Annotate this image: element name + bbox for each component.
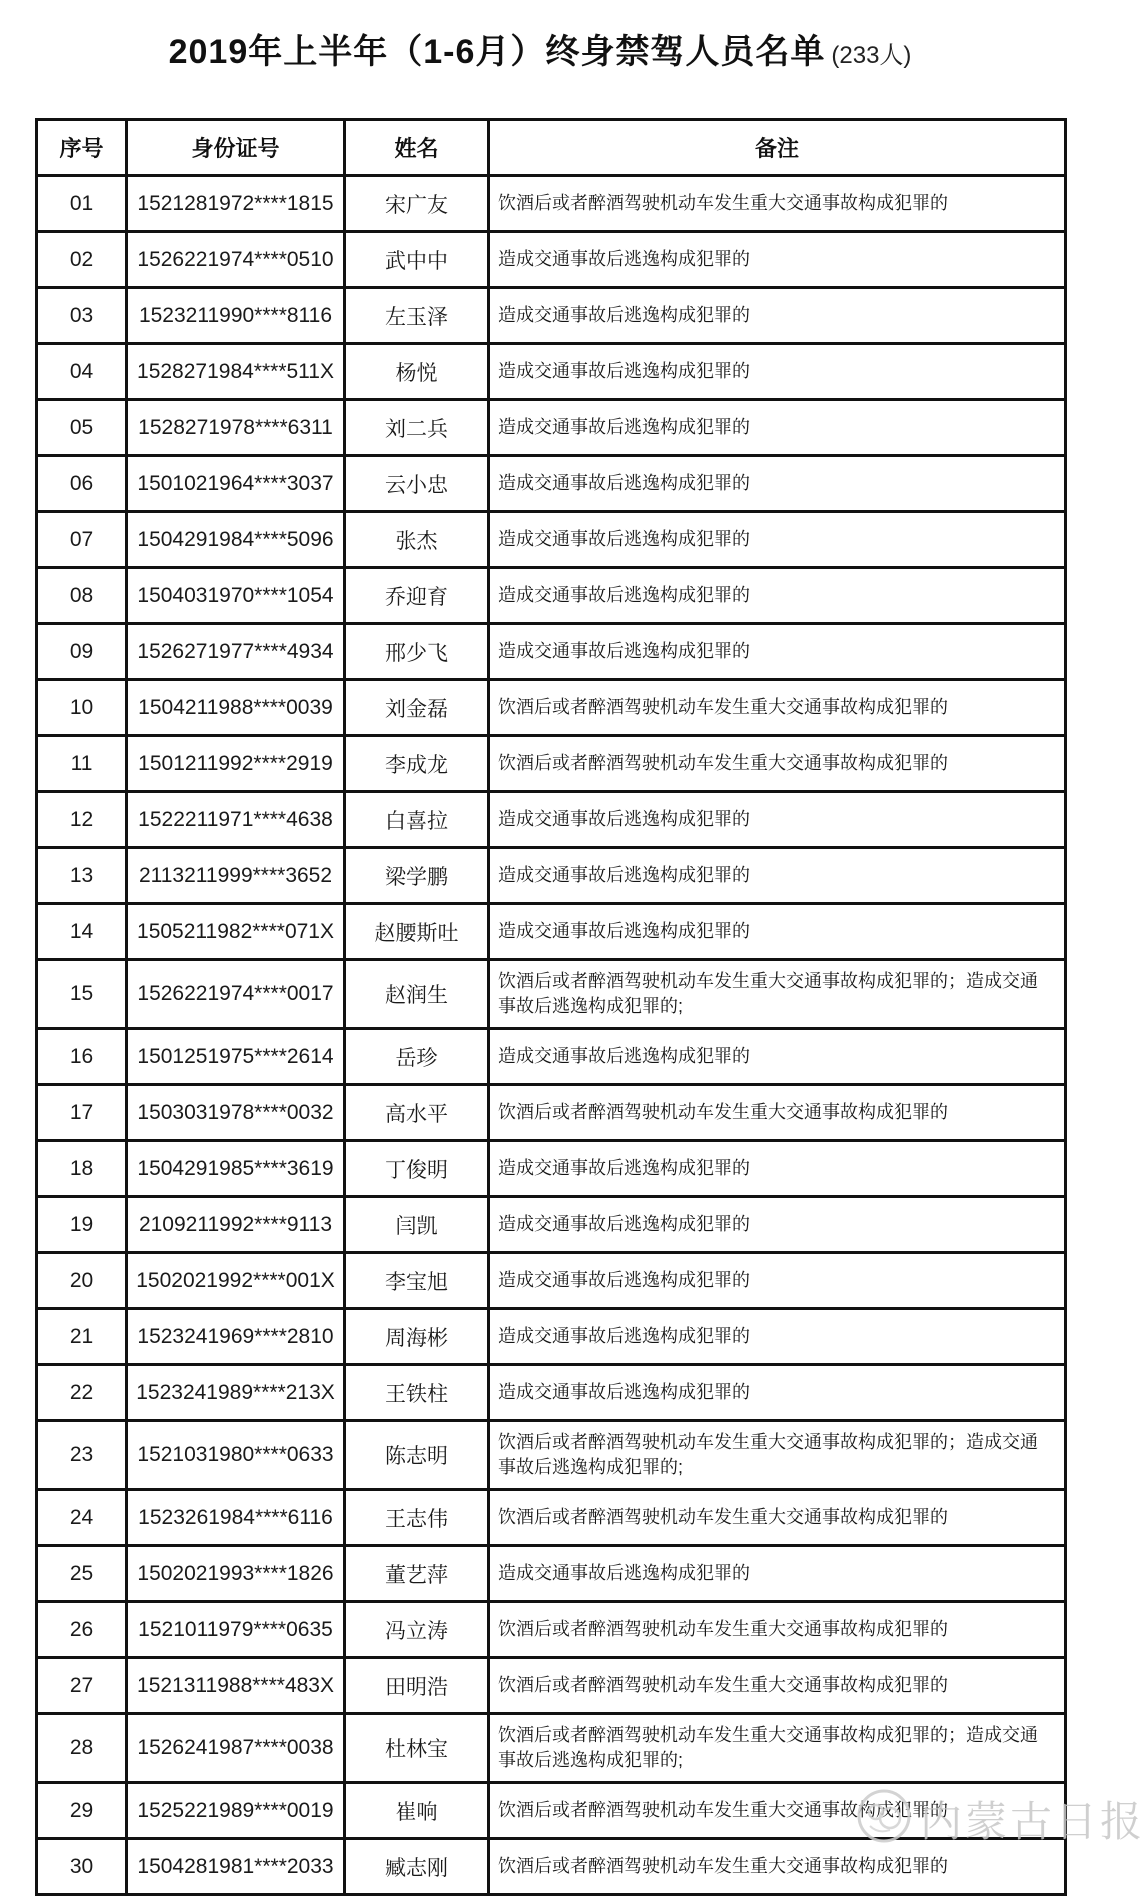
table-row <box>37 1365 1066 1421</box>
cell-id: 1523241989****213X <box>127 1365 345 1421</box>
cell-no: 16 <box>37 1029 127 1085</box>
header-remark: 备注 <box>489 120 1066 176</box>
cell-no: 01 <box>37 176 127 232</box>
cell-remark: 造成交通事故后逃逸构成犯罪的 <box>489 624 1066 680</box>
cell-name: 王铁柱 <box>345 1365 489 1421</box>
cell-remark: 造成交通事故后逃逸构成犯罪的 <box>489 792 1066 848</box>
cell-no: 17 <box>37 1085 127 1141</box>
table-row <box>37 344 1066 400</box>
cell-no: 11 <box>37 736 127 792</box>
cell-remark: 饮酒后或者醉酒驾驶机动车发生重大交通事故构成犯罪的 <box>489 1490 1066 1546</box>
cell-name: 云小忠 <box>345 456 489 512</box>
cell-remark: 造成交通事故后逃逸构成犯罪的 <box>489 1365 1066 1421</box>
cell-name: 张杰 <box>345 512 489 568</box>
cell-remark: 造成交通事故后逃逸构成犯罪的 <box>489 848 1066 904</box>
table-row <box>37 288 1066 344</box>
cell-name: 梁学鹏 <box>345 848 489 904</box>
cell-id: 1504291984****5096 <box>127 512 345 568</box>
header-id-number: 身份证号 <box>127 120 345 176</box>
cell-no: 03 <box>37 288 127 344</box>
cell-name: 李成龙 <box>345 736 489 792</box>
cell-id: 1521011979****0635 <box>127 1602 345 1658</box>
cell-remark: 造成交通事故后逃逸构成犯罪的 <box>489 1029 1066 1085</box>
cell-no: 25 <box>37 1546 127 1602</box>
table-row <box>37 1546 1066 1602</box>
cell-no: 29 <box>37 1783 127 1839</box>
cell-remark: 饮酒后或者醉酒驾驶机动车发生重大交通事故构成犯罪的 <box>489 176 1066 232</box>
table-row <box>37 960 1066 1029</box>
table-row <box>37 176 1066 232</box>
cell-remark: 饮酒后或者醉酒驾驶机动车发生重大交通事故构成犯罪的 <box>489 680 1066 736</box>
cell-no: 20 <box>37 1253 127 1309</box>
cell-remark: 造成交通事故后逃逸构成犯罪的 <box>489 1546 1066 1602</box>
cell-name: 乔迎育 <box>345 568 489 624</box>
cell-name: 邢少飞 <box>345 624 489 680</box>
cell-name: 杨悦 <box>345 344 489 400</box>
cell-name: 左玉泽 <box>345 288 489 344</box>
cell-no: 05 <box>37 400 127 456</box>
cell-remark: 造成交通事故后逃逸构成犯罪的 <box>489 232 1066 288</box>
cell-remark: 饮酒后或者醉酒驾驶机动车发生重大交通事故构成犯罪的 <box>489 1085 1066 1141</box>
cell-name: 董艺萍 <box>345 1546 489 1602</box>
cell-id: 1526221974****0510 <box>127 232 345 288</box>
cell-remark: 饮酒后或者醉酒驾驶机动车发生重大交通事故构成犯罪的 <box>489 736 1066 792</box>
cell-name: 杜林宝 <box>345 1714 489 1783</box>
cell-name: 刘金磊 <box>345 680 489 736</box>
cell-no: 10 <box>37 680 127 736</box>
cell-id: 1526241987****0038 <box>127 1714 345 1783</box>
cell-no: 18 <box>37 1141 127 1197</box>
cell-no: 07 <box>37 512 127 568</box>
cell-id: 1502021992****001X <box>127 1253 345 1309</box>
cell-remark: 饮酒后或者醉酒驾驶机动车发生重大交通事故构成犯罪的 <box>489 1839 1066 1895</box>
cell-name: 陈志明 <box>345 1421 489 1490</box>
cell-id: 1523241969****2810 <box>127 1309 345 1365</box>
cell-no: 23 <box>37 1421 127 1490</box>
table-row <box>37 1253 1066 1309</box>
table-row <box>37 1197 1066 1253</box>
cell-remark: 造成交通事故后逃逸构成犯罪的 <box>489 512 1066 568</box>
header-name: 姓名 <box>345 120 489 176</box>
table-row <box>37 848 1066 904</box>
cell-remark: 造成交通事故后逃逸构成犯罪的 <box>489 1141 1066 1197</box>
table-row <box>37 1029 1066 1085</box>
cell-no: 08 <box>37 568 127 624</box>
cell-id: 1502021993****1826 <box>127 1546 345 1602</box>
cell-no: 27 <box>37 1658 127 1714</box>
cell-remark: 饮酒后或者醉酒驾驶机动车发生重大交通事故构成犯罪的；造成交通事故后逃逸构成犯罪的; <box>489 1714 1066 1783</box>
cell-name: 宋广友 <box>345 176 489 232</box>
table-row <box>37 456 1066 512</box>
cell-id: 1504291985****3619 <box>127 1141 345 1197</box>
table-row <box>37 1658 1066 1714</box>
table-row <box>37 792 1066 848</box>
cell-id: 1503031978****0032 <box>127 1085 345 1141</box>
table-row <box>37 1490 1066 1546</box>
cell-name: 闫凯 <box>345 1197 489 1253</box>
table-row <box>37 1085 1066 1141</box>
cell-id: 1526271977****4934 <box>127 624 345 680</box>
cell-no: 21 <box>37 1309 127 1365</box>
cell-remark: 造成交通事故后逃逸构成犯罪的 <box>489 1197 1066 1253</box>
cell-id: 1523261984****6116 <box>127 1490 345 1546</box>
cell-name: 刘二兵 <box>345 400 489 456</box>
watermark-source-text: 内蒙古日报 <box>920 1797 1145 1845</box>
cell-name: 冯立涛 <box>345 1602 489 1658</box>
cell-no: 24 <box>37 1490 127 1546</box>
page-title-count: (233人) <box>831 42 912 69</box>
cell-remark: 造成交通事故后逃逸构成犯罪的 <box>489 904 1066 960</box>
cell-remark: 造成交通事故后逃逸构成犯罪的 <box>489 288 1066 344</box>
cell-no: 22 <box>37 1365 127 1421</box>
cell-remark: 造成交通事故后逃逸构成犯罪的 <box>489 568 1066 624</box>
cell-id: 1525221989****0019 <box>127 1783 345 1839</box>
cell-no: 13 <box>37 848 127 904</box>
cell-id: 1501211992****2919 <box>127 736 345 792</box>
cell-no: 04 <box>37 344 127 400</box>
cell-remark: 造成交通事故后逃逸构成犯罪的 <box>489 456 1066 512</box>
cell-name: 白喜拉 <box>345 792 489 848</box>
cell-remark: 造成交通事故后逃逸构成犯罪的 <box>489 1309 1066 1365</box>
table-row <box>37 512 1066 568</box>
cell-name: 高水平 <box>345 1085 489 1141</box>
cell-name: 武中中 <box>345 232 489 288</box>
cell-name: 周海彬 <box>345 1309 489 1365</box>
cell-no: 19 <box>37 1197 127 1253</box>
cell-id: 1501251975****2614 <box>127 1029 345 1085</box>
table-row <box>37 1141 1066 1197</box>
table-header-row <box>37 120 1066 176</box>
cell-id: 1528271978****6311 <box>127 400 345 456</box>
cell-id: 2113211999****3652 <box>127 848 345 904</box>
cell-id: 1521281972****1815 <box>127 176 345 232</box>
cell-no: 02 <box>37 232 127 288</box>
cell-remark: 饮酒后或者醉酒驾驶机动车发生重大交通事故构成犯罪的；造成交通事故后逃逸构成犯罪的; <box>489 1421 1066 1490</box>
cell-name: 岳珍 <box>345 1029 489 1085</box>
header-no: 序号 <box>37 120 127 176</box>
cell-id: 1522211971****4638 <box>127 792 345 848</box>
table-row <box>37 1602 1066 1658</box>
table-row <box>37 232 1066 288</box>
cell-id: 1521031980****0633 <box>127 1421 345 1490</box>
cell-id: 1528271984****511X <box>127 344 345 400</box>
cell-no: 14 <box>37 904 127 960</box>
table-row <box>37 1839 1066 1895</box>
cell-id: 1501021964****3037 <box>127 456 345 512</box>
cell-no: 28 <box>37 1714 127 1783</box>
cell-name: 崔响 <box>345 1783 489 1839</box>
cell-remark: 饮酒后或者醉酒驾驶机动车发生重大交通事故构成犯罪的 <box>489 1602 1066 1658</box>
cell-remark: 饮酒后或者醉酒驾驶机动车发生重大交通事故构成犯罪的 <box>489 1783 1066 1839</box>
cell-no: 12 <box>37 792 127 848</box>
cell-id: 1523211990****8116 <box>127 288 345 344</box>
cell-name: 臧志刚 <box>345 1839 489 1895</box>
cell-id: 2109211992****9113 <box>127 1197 345 1253</box>
table-row <box>37 1783 1066 1839</box>
cell-no: 09 <box>37 624 127 680</box>
table-row <box>37 400 1066 456</box>
cell-name: 赵润生 <box>345 960 489 1029</box>
cell-name: 田明浩 <box>345 1658 489 1714</box>
cell-name: 王志伟 <box>345 1490 489 1546</box>
cell-id: 1504211988****0039 <box>127 680 345 736</box>
cell-id: 1505211982****071X <box>127 904 345 960</box>
ban-table-body <box>37 176 1066 1895</box>
ban-list-table <box>35 118 1067 1896</box>
cell-no: 06 <box>37 456 127 512</box>
cell-no: 30 <box>37 1839 127 1895</box>
cell-remark: 造成交通事故后逃逸构成犯罪的 <box>489 1253 1066 1309</box>
cell-name: 李宝旭 <box>345 1253 489 1309</box>
cell-id: 1504031970****1054 <box>127 568 345 624</box>
table-row <box>37 1309 1066 1365</box>
cell-id: 1526221974****0017 <box>127 960 345 1029</box>
cell-no: 15 <box>37 960 127 1029</box>
cell-remark: 饮酒后或者醉酒驾驶机动车发生重大交通事故构成犯罪的 <box>489 1658 1066 1714</box>
table-row <box>37 904 1066 960</box>
page-title <box>0 0 1080 73</box>
cell-name: 赵腰斯吐 <box>345 904 489 960</box>
cell-remark: 造成交通事故后逃逸构成犯罪的 <box>489 344 1066 400</box>
table-row <box>37 1421 1066 1490</box>
cell-id: 1521311988****483X <box>127 1658 345 1714</box>
cell-remark: 饮酒后或者醉酒驾驶机动车发生重大交通事故构成犯罪的；造成交通事故后逃逸构成犯罪的; <box>489 960 1066 1029</box>
cell-id: 1504281981****2033 <box>127 1839 345 1895</box>
table-row <box>37 736 1066 792</box>
table-row <box>37 680 1066 736</box>
table-row <box>37 1714 1066 1783</box>
table-row <box>37 568 1066 624</box>
cell-remark: 造成交通事故后逃逸构成犯罪的 <box>489 400 1066 456</box>
cell-no: 26 <box>37 1602 127 1658</box>
table-row <box>37 624 1066 680</box>
cell-name: 丁俊明 <box>345 1141 489 1197</box>
page-title-text: 2019年上半年（1-6月）终身禁驾人员名单 <box>168 33 826 71</box>
